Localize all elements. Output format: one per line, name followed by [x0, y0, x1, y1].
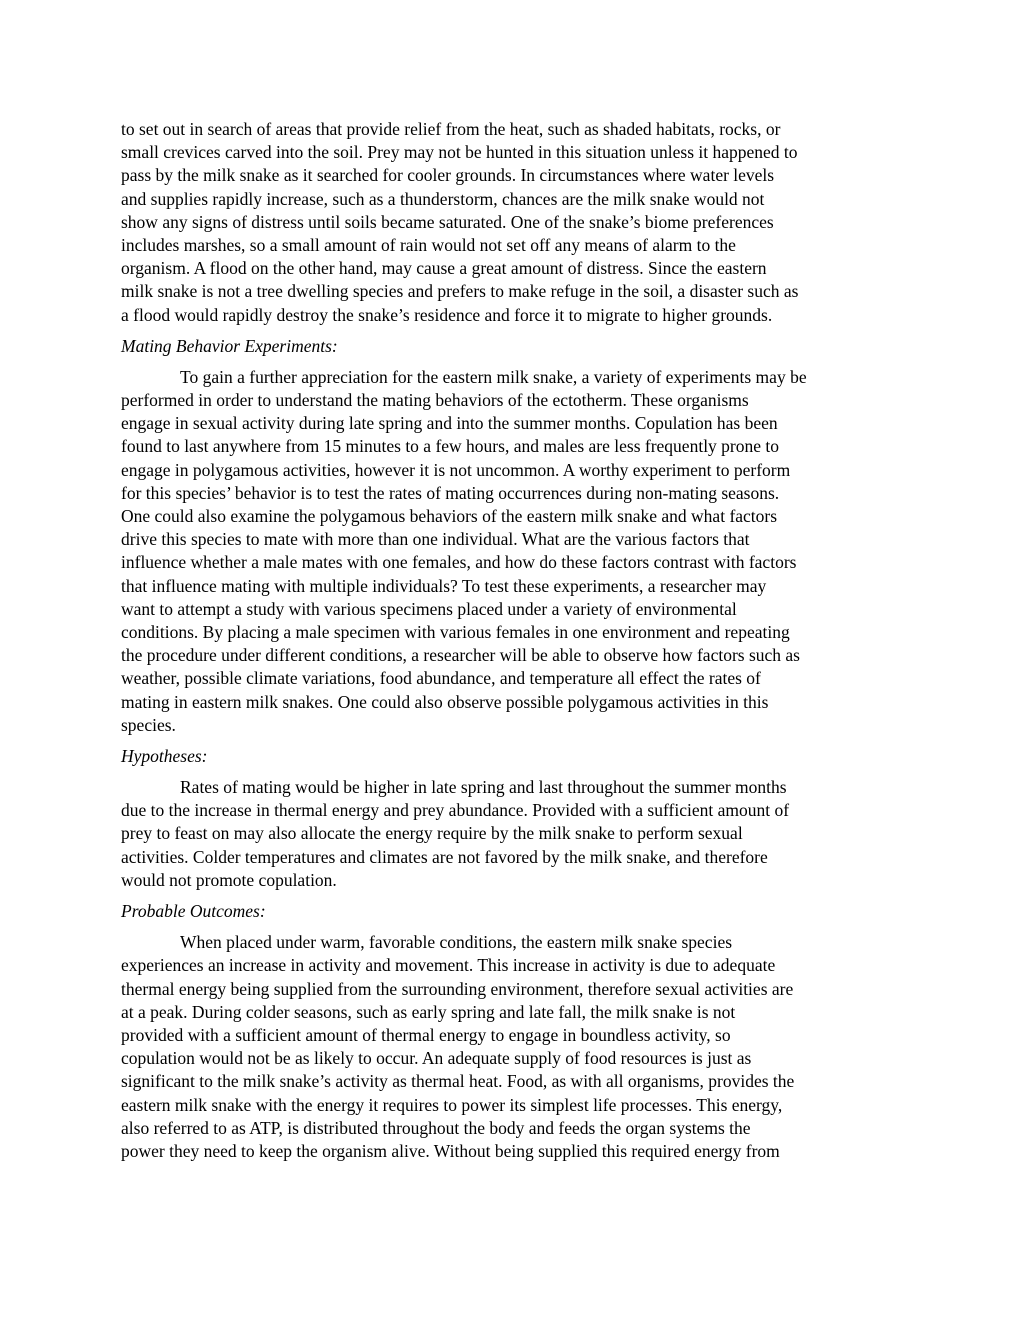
- text-line: influence whether a male mates with one females, and how do these factors contrast with factors: [121, 552, 797, 573]
- paragraph-heat-relief: [121, 118, 907, 327]
- text-line: species.: [121, 714, 176, 735]
- text-line: due to the increase in thermal energy and prey abundance. Provided with a sufficient amount of: [121, 800, 790, 821]
- text-line: One could also examine the polygamous behaviors of the eastern milk snake and what factors: [121, 506, 778, 526]
- paragraph-probable-outcomes: [121, 931, 907, 1163]
- text-line: experiences an increase in activity and movement. This increase in activity is due to adequate: [121, 955, 776, 976]
- text-line: prey to feast on may also allocate the energy require by the milk snake to perform sexual: [121, 823, 743, 844]
- text-line: significant to the milk snake’s activity as thermal heat. Food, as with all organisms, provides the: [121, 1071, 795, 1092]
- text-line: drive this species to mate with more than one individual. What are the various factors that: [121, 529, 750, 550]
- paragraph-hypotheses: [121, 776, 907, 892]
- section-heading-mating-behavior: Mating Behavior Experiments:: [121, 335, 338, 356]
- text-line: to set out in search of areas that provide relief from the heat, such as shaded habitats, rocks, or: [121, 119, 781, 139]
- paragraph-mating-behavior: [121, 366, 907, 737]
- text-line: activities. Colder temperatures and climates are not favored by the milk snake, and therefore: [121, 846, 768, 867]
- text-line: copulation would not be as likely to occur. An adequate supply of food resources is just as: [121, 1048, 752, 1069]
- text-line: thermal energy being supplied from the surrounding environment, therefore sexual activities are: [121, 978, 794, 999]
- section-heading-probable-outcomes: Probable Outcomes:: [121, 901, 266, 921]
- text-line: engage in polygamous activities, however it is not uncommon. A worthy experiment to perform: [121, 459, 791, 480]
- text-line: would not promote copulation.: [121, 869, 337, 890]
- text-line: weather, possible climate variations, food abundance, and temperature all effect the rates of: [121, 668, 761, 689]
- text-line: mating in eastern milk snakes. One could also observe possible polygamous activities in this: [121, 691, 769, 712]
- text-line: eastern milk snake with the energy it requires to power its simplest life processes. This energy,: [121, 1094, 783, 1115]
- text-line: also referred to as ATP, is distributed throughout the body and feeds the organ systems the: [121, 1117, 751, 1138]
- section-heading-hypotheses: Hypotheses:: [121, 745, 208, 766]
- text-line: performed in order to understand the mating behaviors of the ectotherm. These organisms: [121, 390, 749, 411]
- text-line: a flood would rapidly destroy the snake’s residence and force it to migrate to higher grounds.: [121, 304, 773, 325]
- text-line: Rates of mating would be higher in late spring and last throughout the summer months: [180, 777, 787, 798]
- text-line: found to last anywhere from 15 minutes to a few hours, and males are less frequently prone to: [121, 436, 780, 457]
- text-line: the procedure under different conditions, a researcher will be able to observe how factors such as: [121, 645, 800, 666]
- text-line: and supplies rapidly increase, such as a thunderstorm, chances are the milk snake would not: [121, 188, 765, 209]
- text-line: conditions. By placing a male specimen with various females in one environment and repeating: [121, 621, 790, 642]
- text-line: want to attempt a study with various specimens placed under a variety of environmental: [121, 598, 737, 619]
- text-line: includes marshes, so a small amount of rain would not set off any means of alarm to the: [121, 234, 736, 255]
- text-line: small crevices carved into the soil. Prey may not be hunted in this situation unless it happened to: [121, 142, 798, 163]
- text-line: engage in sexual activity during late spring and into the summer months. Copulation has been: [121, 413, 778, 434]
- document-page: [121, 118, 907, 1163]
- text-line: for this species’ behavior is to test the rates of mating occurrences during non-mating seasons.: [121, 482, 780, 503]
- text-line: that influence mating with multiple individuals? To test these experiments, a researcher may: [121, 575, 767, 596]
- text-line: power they need to keep the organism alive. Without being supplied this required energy from: [121, 1140, 780, 1161]
- text-line: organism. A flood on the other hand, may cause a great amount of distress. Since the eastern: [121, 258, 767, 279]
- text-line: show any signs of distress until soils became saturated. One of the snake’s biome preferences: [121, 211, 774, 232]
- text-line: pass by the milk snake as it searched for cooler grounds. In circumstances where water levels: [121, 165, 775, 186]
- text-line: at a peak. During colder seasons, such as early spring and late fall, the milk snake is not: [121, 1001, 736, 1022]
- text-line: When placed under warm, favorable conditions, the eastern milk snake species: [180, 932, 733, 953]
- text-line: To gain a further appreciation for the eastern milk snake, a variety of experiments may be: [180, 366, 807, 387]
- text-line: provided with a sufficient amount of thermal energy to engage in boundless activity, so: [121, 1024, 731, 1045]
- text-line: milk snake is not a tree dwelling species and prefers to make refuge in the soil, a disaster such as: [121, 281, 799, 302]
